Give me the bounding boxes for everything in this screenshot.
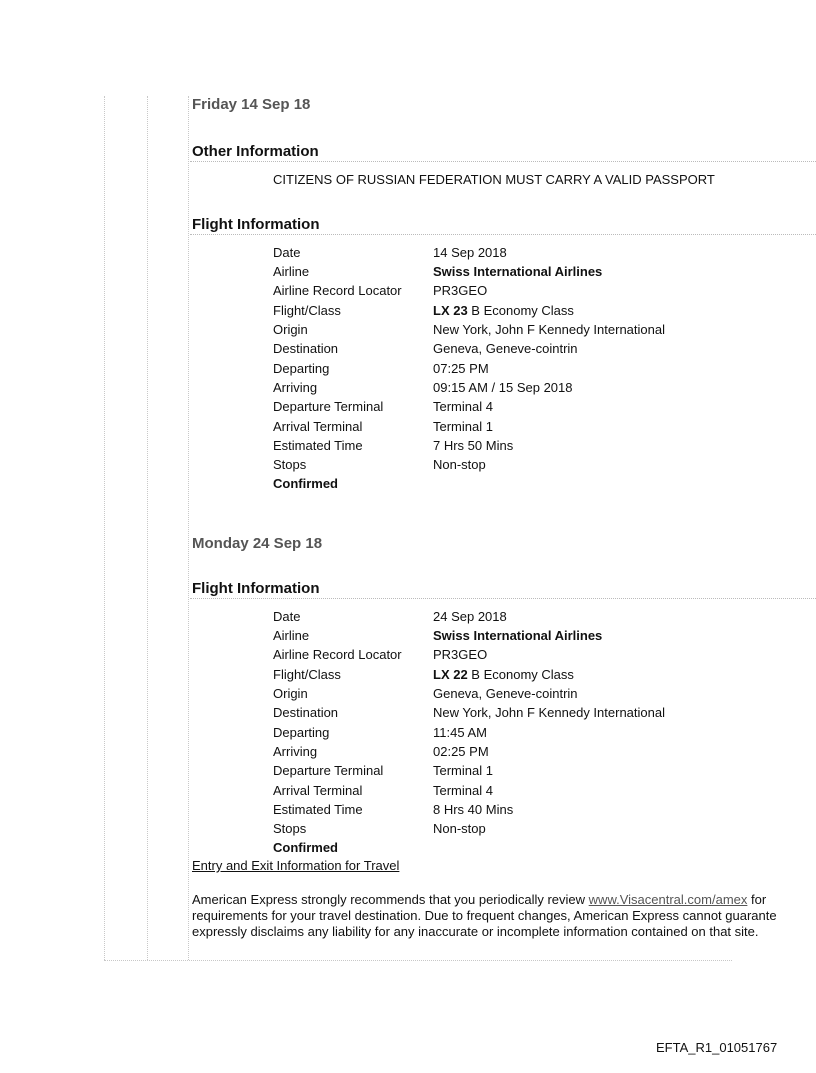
- label-departing: Departing: [273, 725, 330, 740]
- label-record-locator: Airline Record Locator: [273, 647, 402, 662]
- value-record-locator: PR3GEO: [433, 647, 488, 662]
- label-estimated-time: Estimated Time: [273, 802, 363, 817]
- other-info-heading: Other Information: [192, 143, 319, 160]
- table-border-bottom: [104, 960, 732, 961]
- label-departing: Departing: [273, 361, 330, 376]
- value-arrival-terminal: Terminal 4: [433, 783, 493, 798]
- value-origin: New York, John F Kennedy International: [433, 322, 665, 337]
- disclaimer-line-1: [192, 892, 816, 908]
- disclaimer: [192, 892, 816, 940]
- table-border-col2: [147, 96, 148, 960]
- value-date: 24 Sep 2018: [433, 609, 507, 624]
- value-departing: 11:45 AM: [433, 725, 487, 740]
- disclaimer-text-post: for: [747, 892, 767, 907]
- disclaimer-line-2: requirements for your travel destination. Due to frequent changes, American Express cannot guarante: [192, 908, 777, 923]
- flight-info-heading-2: Flight Information: [192, 580, 320, 597]
- value-arriving: 02:25 PM: [433, 744, 489, 759]
- flight2-status: Confirmed: [273, 840, 338, 855]
- table-border-col3: [188, 96, 189, 960]
- label-airline: Airline: [273, 264, 310, 279]
- value-origin: Geneva, Geneve-cointrin: [433, 686, 578, 701]
- value-estimated-time: 8 Hrs 40 Mins: [433, 802, 514, 817]
- label-date: Date: [273, 609, 301, 624]
- label-estimated-time: Estimated Time: [273, 438, 363, 453]
- label-origin: Origin: [273, 322, 308, 337]
- label-airline: Airline: [273, 628, 310, 643]
- value-departure-terminal: Terminal 1: [433, 763, 493, 778]
- flight-info-heading-1: Flight Information: [192, 216, 320, 233]
- table-border-left: [104, 96, 105, 960]
- value-airline: Swiss International Airlines: [433, 628, 603, 643]
- label-destination: Destination: [273, 341, 339, 356]
- value-stops: Non-stop: [433, 457, 486, 472]
- document-id: EFTA_R1_01051767: [656, 1040, 778, 1055]
- value-record-locator: PR3GEO: [433, 283, 488, 298]
- value-destination: Geneva, Geneve-cointrin: [433, 341, 578, 356]
- passport-notice: CITIZENS OF RUSSIAN FEDERATION MUST CARRY A VALID PASSPORT: [273, 172, 715, 187]
- label-origin: Origin: [273, 686, 308, 701]
- value-arriving: 09:15 AM / 15 Sep 2018: [433, 380, 573, 395]
- label-arrival-terminal: Arrival Terminal: [273, 419, 363, 434]
- value-departure-terminal: Terminal 4: [433, 399, 493, 414]
- value-departing: 07:25 PM: [433, 361, 489, 376]
- value-airline: Swiss International Airlines: [433, 264, 603, 279]
- value-destination: New York, John F Kennedy International: [433, 705, 665, 720]
- flight-class-text: B Economy Class: [467, 303, 574, 318]
- label-flight-class: Flight/Class: [273, 303, 341, 318]
- value-arrival-terminal: Terminal 1: [433, 419, 493, 434]
- flight-number: LX 22: [433, 667, 468, 682]
- label-departure-terminal: Departure Terminal: [273, 763, 384, 778]
- visacentral-link[interactable]: www.Visacentral.com/amex: [588, 892, 748, 907]
- value-date: 14 Sep 2018: [433, 245, 507, 260]
- other-info-rule: [190, 161, 816, 162]
- label-stops: Stops: [273, 457, 307, 472]
- date-heading-1: Friday 14 Sep 18: [192, 96, 311, 113]
- flight-info-rule-2: [190, 598, 816, 599]
- label-stops: Stops: [273, 821, 307, 836]
- disclaimer-text-pre: American Express strongly recommends that you periodically review: [192, 892, 589, 907]
- flight-number: LX 23: [433, 303, 468, 318]
- flight-info-rule-1: [190, 234, 816, 235]
- disclaimer-line-3: expressly disclaims any liability for any inaccurate or incomplete information contained on that site.: [192, 924, 759, 939]
- label-departure-terminal: Departure Terminal: [273, 399, 384, 414]
- flight1-status: Confirmed: [273, 476, 338, 491]
- flight-class-text: B Economy Class: [467, 667, 574, 682]
- value-stops: Non-stop: [433, 821, 486, 836]
- label-flight-class: Flight/Class: [273, 667, 341, 682]
- label-arriving: Arriving: [273, 380, 318, 395]
- label-destination: Destination: [273, 705, 339, 720]
- value-flight-class: [433, 665, 574, 684]
- label-record-locator: Airline Record Locator: [273, 283, 402, 298]
- date-heading-2: Monday 24 Sep 18: [192, 535, 323, 552]
- label-date: Date: [273, 245, 301, 260]
- value-flight-class: [433, 301, 574, 320]
- label-arriving: Arriving: [273, 744, 318, 759]
- entry-exit-info-link[interactable]: Entry and Exit Information for Travel: [192, 858, 400, 873]
- label-arrival-terminal: Arrival Terminal: [273, 783, 363, 798]
- value-estimated-time: 7 Hrs 50 Mins: [433, 438, 514, 453]
